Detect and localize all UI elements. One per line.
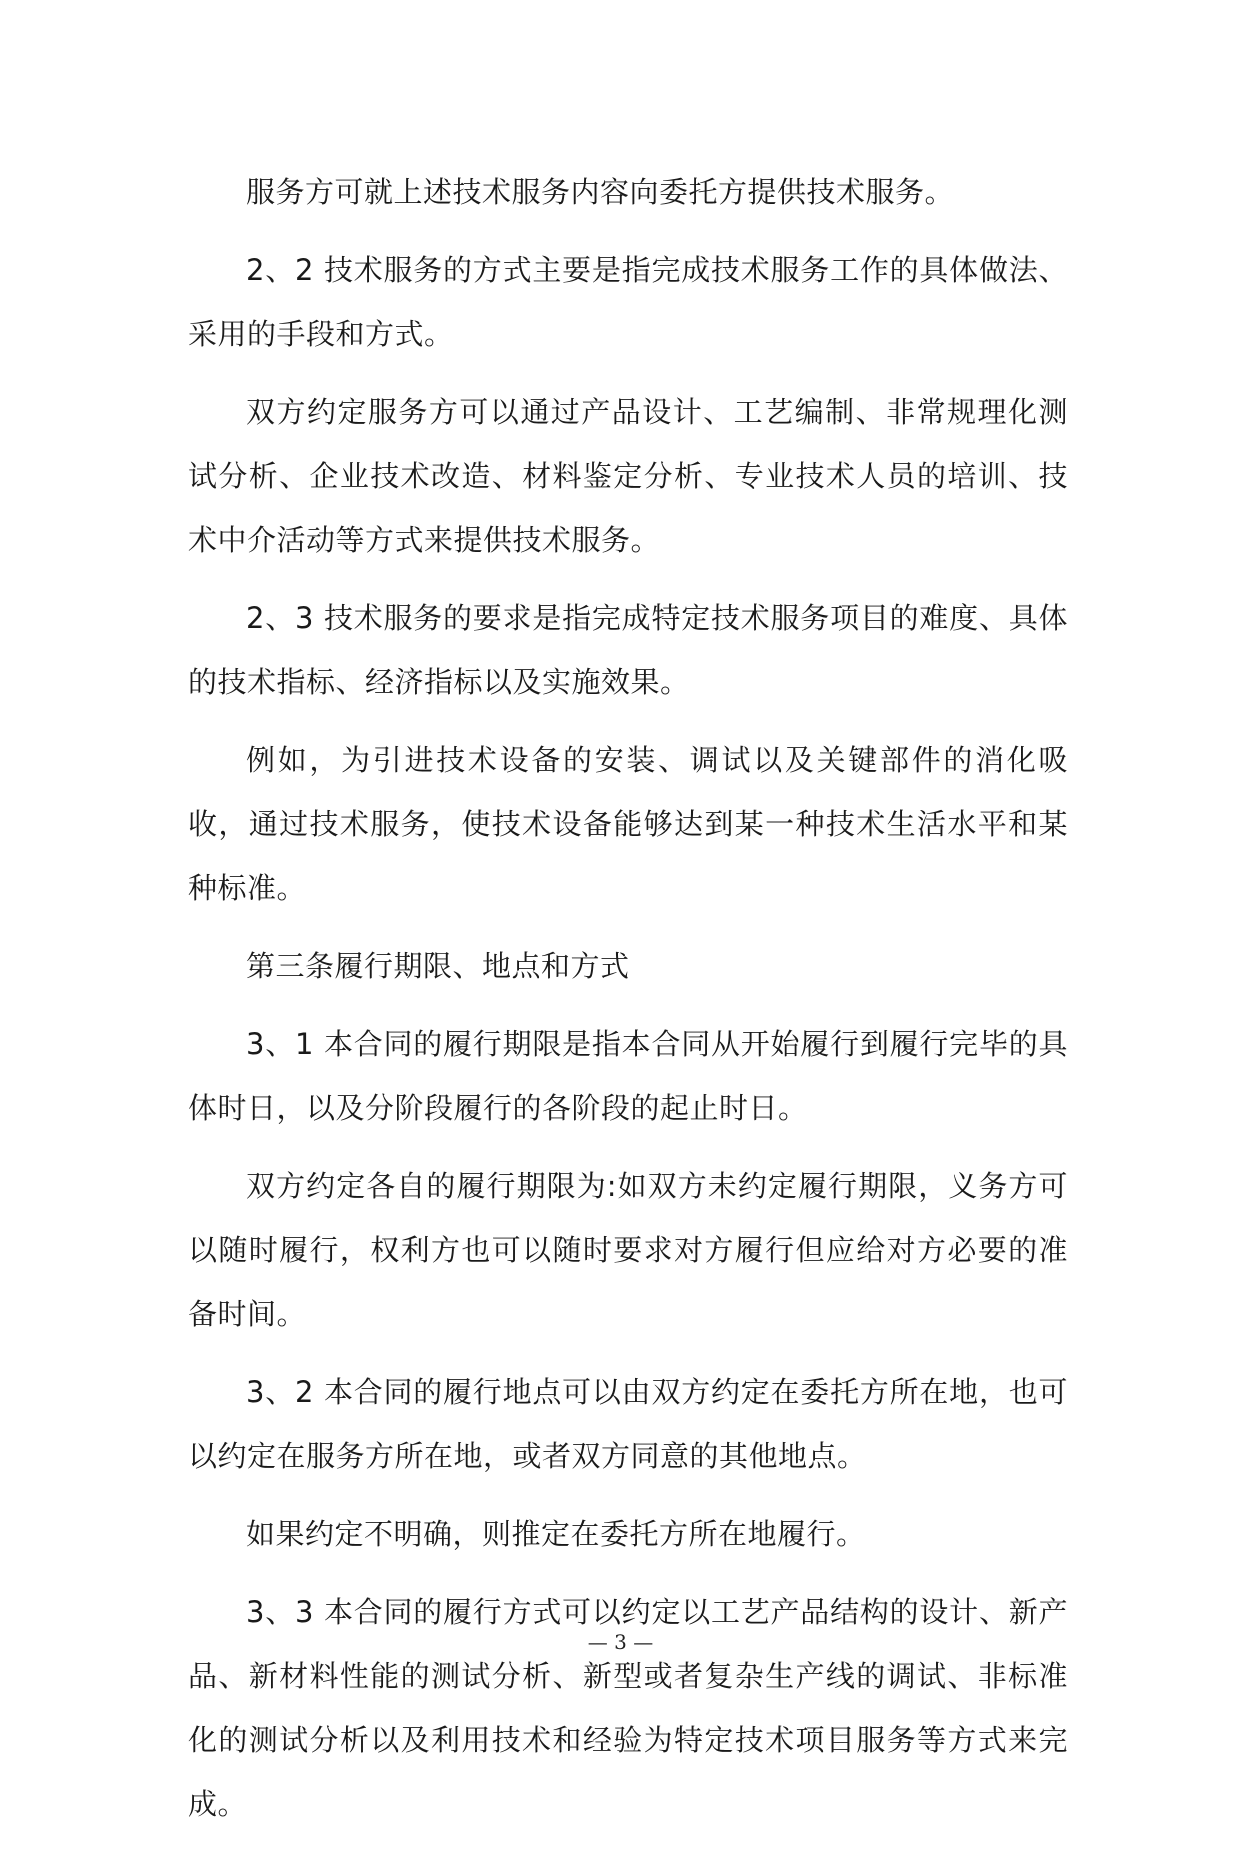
document-body (188, 160, 1068, 1850)
paragraph-3: 双方约定服务方可以通过产品设计、工艺编制、非常规理化测试分析、企业技术改造、材料鉴定分析、专业技术人员的培训、技术中介活动等方式来提供技术服务。 (188, 395, 1068, 557)
paragraph-9: 3、2 本合同的履行地点可以由双方约定在委托方所在地，也可以约定在服务方所在地，或者双方同意的其他地点。 (188, 1375, 1068, 1473)
section-heading-article-3: 第三条履行期限、地点和方式 (246, 949, 630, 983)
paragraph-10: 如果约定不明确，则推定在委托方所在地履行。 (246, 1517, 866, 1551)
paragraph-1: 服务方可就上述技术服务内容向委托方提供技术服务。 (246, 175, 955, 209)
page-number: — 3 — (587, 1630, 654, 1654)
paragraph-2: 2、2 技术服务的方式主要是指完成技术服务工作的具体做法、采用的手段和方式。 (188, 253, 1068, 351)
paragraph-8: 双方约定各自的履行期限为:如双方未约定履行期限，义务方可以随时履行，权利方也可以随时要求对方履行但应给对方必要的准备时间。 (188, 1169, 1068, 1331)
paragraph-11: 3、3 本合同的履行方式可以约定以工艺产品结构的设计、新产品、新材料性能的测试分析、新型或者复杂生产线的调试、非标准化的测试分析以及利用技术和经验为特定技术项目服务等方式来完成。 (188, 1595, 1068, 1821)
paragraph-7: 3、1 本合同的履行期限是指本合同从开始履行到履行完毕的具体时日，以及分阶段履行的各阶段的起止时日。 (188, 1027, 1068, 1125)
paragraph-5: 例如，为引进技术设备的安装、调试以及关键部件的消化吸收，通过技术服务，使技术设备能够达到某一种技术生活水平和某种标准。 (188, 743, 1068, 905)
paragraph-4: 2、3 技术服务的要求是指完成特定技术服务项目的难度、具体的技术指标、经济指标以及实施效果。 (188, 601, 1068, 699)
